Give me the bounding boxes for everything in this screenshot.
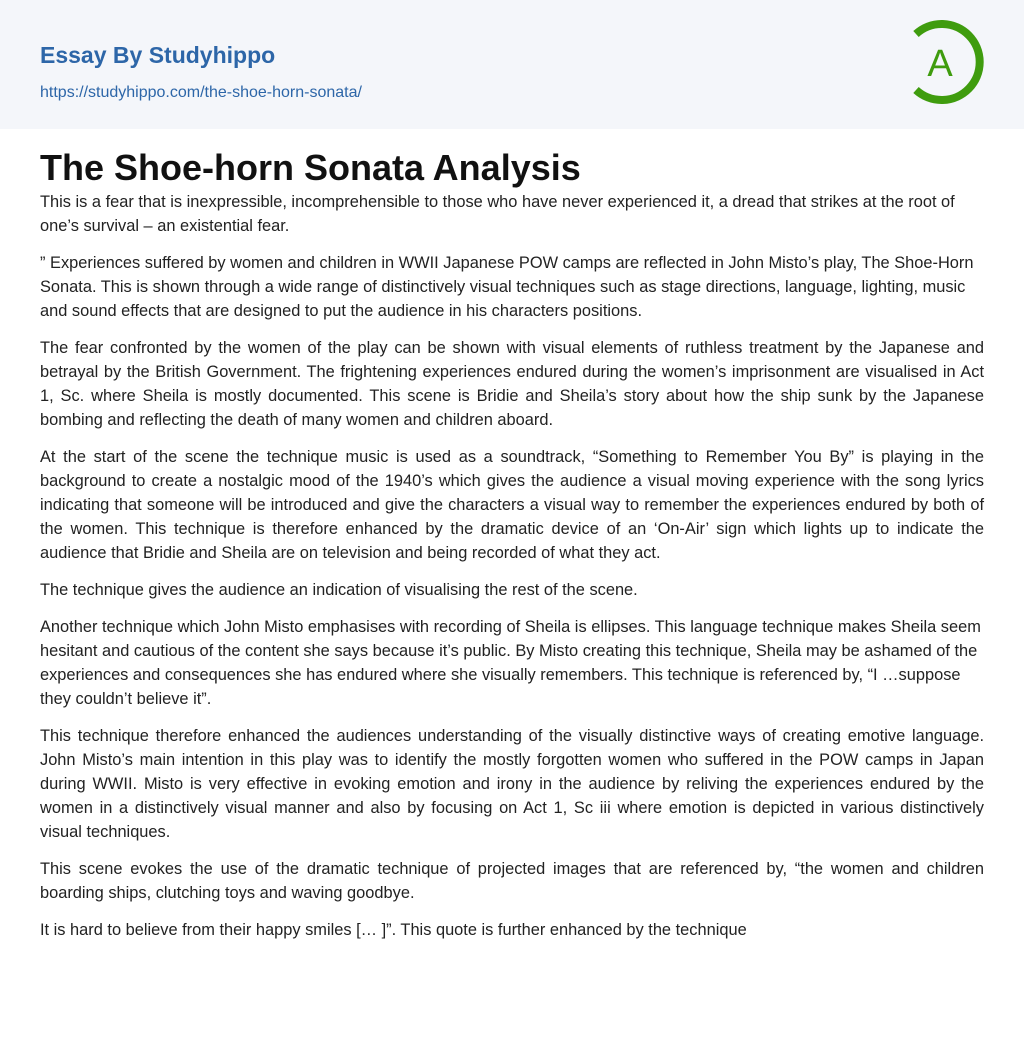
paragraph: This scene evokes the use of the dramatic technique of projected images that are referenced by, “the women and children boarding ships, clutching toys and waving goodbye. [40, 860, 984, 902]
paragraph: It is hard to believe from their happy smiles [… ]”. This quote is further enhanced by the technique [40, 921, 747, 939]
studyhippo-logo-icon[interactable] [910, 20, 986, 104]
site-header [0, 0, 1024, 129]
paragraph: The technique gives the audience an indication of visualising the rest of the scene. [40, 581, 638, 599]
paragraph: Another technique which John Misto emphasises with recording of Sheila is ellipses. This language technique makes Sheila seem hesitant and cautious of the content she says because it’s public. By Misto creating this technique, Sheila may be ashamed of the experiences and consequences she has endured where she visually remembers. This technique is referenced by, “I …suppose they couldn’t believe it”. [40, 618, 981, 708]
page-title: The Shoe-horn Sonata Analysis [40, 147, 581, 188]
paragraph: ” Experiences suffered by women and children in WWII Japanese POW camps are reflected in John Misto’s play, The Shoe-Horn Sonata. This is shown through a wide range of distinctively visual techniques such as stage directions, language, lighting, music and sound effects that are designed to put the audience in his characters positions. [40, 254, 974, 320]
paragraph: This technique therefore enhanced the audiences understanding of the visually distinctive ways of creating emotive language. John Misto’s main intention in this play was to identify the mostly forgotten women who suffered in the POW camps in Japan during WWII. Misto is very effective in evoking emotion and irony in the audience by reliving the experiences endured by the women in a distinctively visual manner and also by focusing on Act 1, Sc iii where emotion is depicted in various distinctively visual techniques. [40, 727, 984, 841]
essay-url-link[interactable]: https://studyhippo.com/the-shoe-horn-sonata/ [40, 84, 362, 101]
logo-letter: A [927, 43, 953, 85]
article [0, 129, 1024, 942]
paragraph: This is a fear that is inexpressible, incomprehensible to those who have never experienced it, a dread that strikes at the root of one’s survival – an existential fear. [40, 193, 955, 235]
paragraph: The fear confronted by the women of the play can be shown with visual elements of ruthless treatment by the Japanese and betrayal by the British Government. The frightening experiences endured during the women’s imprisonment are visualised in Act 1, Sc. where Sheila is mostly documented. This scene is Bridie and Sheila’s story about how the ship sunk by the Japanese bombing and reflecting the death of many women and children aboard. [40, 339, 984, 429]
paragraph: At the start of the scene the technique music is used as a soundtrack, “Something to Remember You By” is playing in the background to create a nostalgic mood of the 1940’s which gives the audience a visual moving experience with the song lyrics indicating that someone will be introduced and give the characters a visual way to remember the experiences endured by both of the women. This technique is therefore enhanced by the dramatic device of an ‘On-Air’ sign which lights up to indicate the audience that Bridie and Sheila are on television and being recorded of what they act. [40, 448, 984, 562]
brand-title: Essay By Studyhippo [40, 42, 276, 68]
